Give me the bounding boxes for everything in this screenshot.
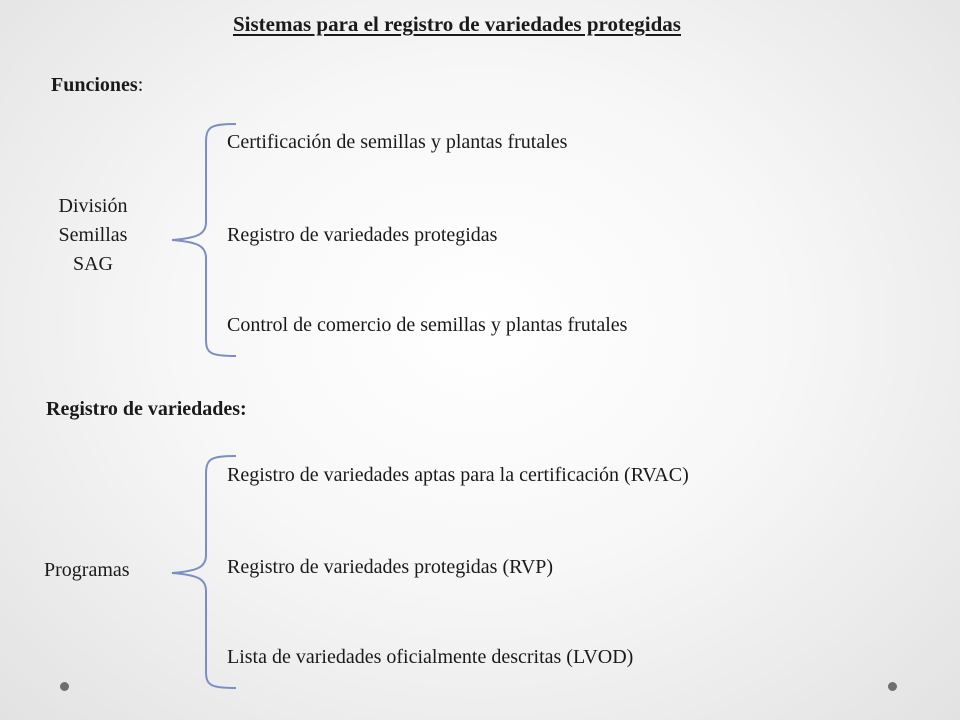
division-line-2: Semillas bbox=[58, 224, 128, 246]
programa-item-rvac: Registro de variedades aptas para la certificación (RVAC) bbox=[227, 464, 689, 486]
programa-item-rvp: Registro de variedades protegidas (RVP) bbox=[227, 556, 554, 578]
decorative-dot-left bbox=[60, 682, 69, 691]
funcion-item-registro: Registro de variedades protegidas bbox=[227, 224, 498, 246]
brace-programas bbox=[172, 456, 236, 688]
division-line-1: División bbox=[58, 195, 128, 217]
programa-item-lvod: Lista de variedades oficialmente descritas (LVOD) bbox=[227, 646, 634, 668]
programas-label: Programas bbox=[44, 559, 130, 581]
funciones-label: Funciones bbox=[51, 74, 138, 96]
slide-title: Sistemas para el registro de variedades protegidas bbox=[233, 12, 681, 36]
funcion-item-certificacion: Certificación de semillas y plantas frutales bbox=[227, 131, 568, 153]
funciones-colon: : bbox=[137, 74, 144, 96]
brace-funciones bbox=[172, 124, 236, 356]
division-line-3: SAG bbox=[72, 253, 113, 275]
funcion-item-control: Control de comercio de semillas y plantas frutales bbox=[227, 314, 628, 336]
decorative-dot-right bbox=[888, 682, 897, 691]
registro-heading: Registro de variedades: bbox=[46, 398, 247, 420]
